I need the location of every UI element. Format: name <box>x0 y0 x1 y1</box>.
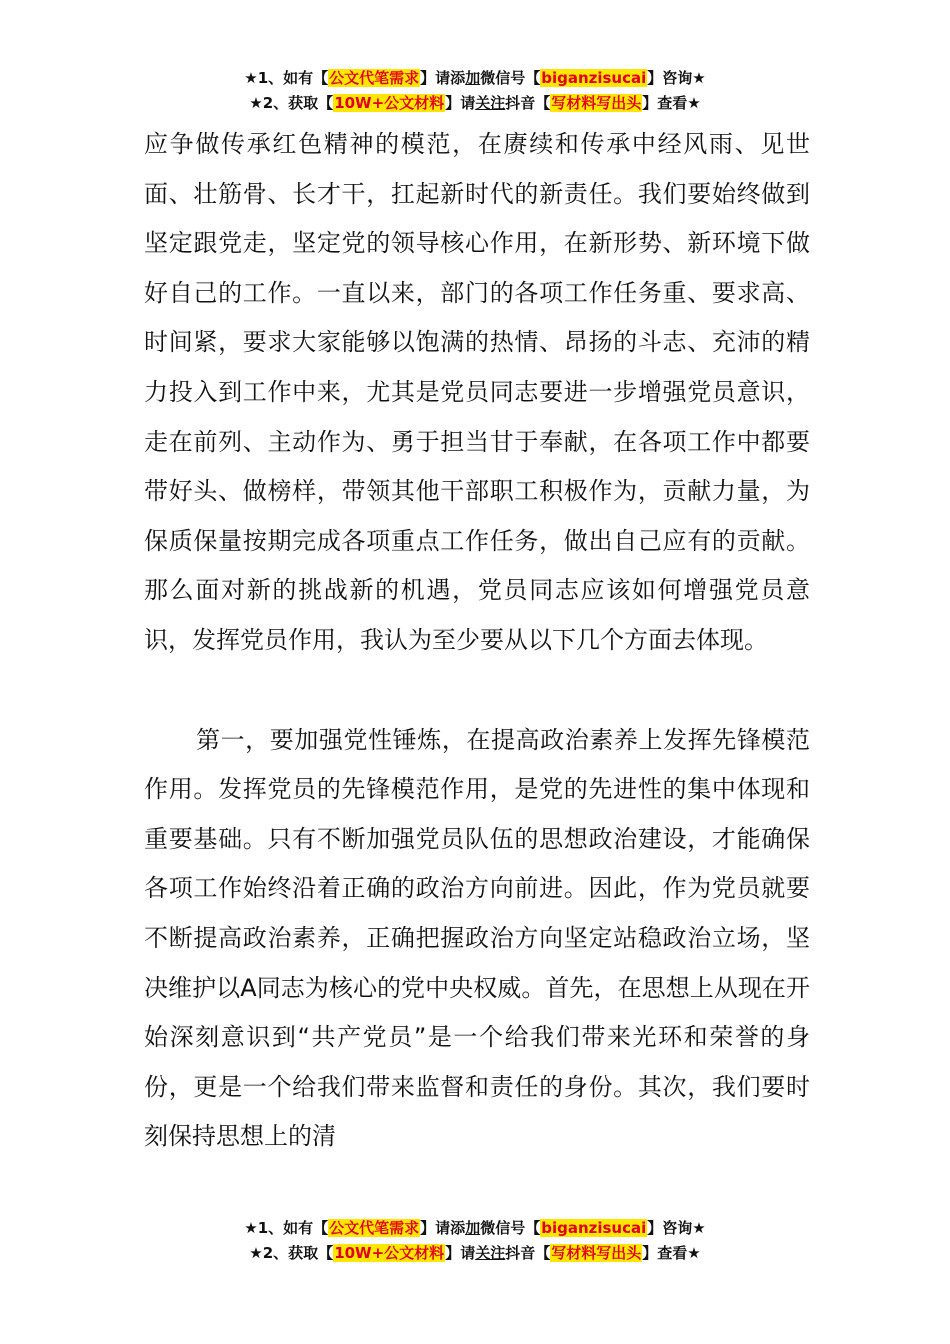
paragraph-spacer <box>144 666 810 716</box>
banner-line-2 <box>0 1241 950 1266</box>
banner-underlined-text: 关注 <box>475 94 506 112</box>
banner-text: 抖音【 <box>505 94 551 112</box>
body-paragraph-1: 应争做传承红色精神的模范，在赓续和传承中经风雨、见世面、壮筋骨、长才干，扛起新时代的新责任。我们要始终做到坚定跟党走，坚定党的领导核心作用，在新形势、新环境下做好自己的工作。一直以来，部门的各项工作任务重、要求高、时间紧，要求大家能够以饱满的热情、昂扬的斗志、充沛的精力投入到工作中来，尤其是党员同志要进一步增强党员意识，走在前列、主动作为、勇于担当甘于奉献，在各项工作中都要带好头、做榜样，带领其他干部职工积极作为，贡献力量，为保质保量按期完成各项重点工作任务，做出自己应有的贡献。那么面对新的挑战新的机遇，党员同志应该如何增强党员意识，发挥党员作用，我认为至少要从以下几个方面去体现。 <box>144 130 810 654</box>
banner-highlight: 10W+公文材料 <box>334 1244 445 1262</box>
banner-line-1 <box>0 1216 950 1241</box>
banner-text: 微信号【 <box>480 1219 541 1237</box>
banner-text: 】请添 <box>420 1219 466 1237</box>
banner-highlight: biganzisucai <box>541 69 647 87</box>
banner-highlight: 公文代笔需求 <box>329 1219 420 1237</box>
banner-text: ★2、获取【 <box>249 1244 334 1262</box>
banner-text: ★1、如有【 <box>244 1219 329 1237</box>
banner-text: 】查看★ <box>642 94 701 112</box>
footer-banner <box>0 1216 950 1266</box>
banner-text: 】请 <box>445 94 476 112</box>
banner-text: 】请 <box>445 1244 476 1262</box>
banner-text: 】请添 <box>420 69 466 87</box>
banner-line-1 <box>0 66 950 91</box>
header-banner <box>0 66 950 116</box>
banner-highlight: 公文代笔需求 <box>329 69 420 87</box>
banner-underlined-text: 关注 <box>475 1244 506 1262</box>
banner-highlight: 10W+公文材料 <box>334 94 445 112</box>
banner-highlight: 写材料写出头 <box>551 94 642 112</box>
banner-highlight: 写材料写出头 <box>551 1244 642 1262</box>
banner-underlined-text: 加 <box>465 69 481 87</box>
banner-highlight: biganzisucai <box>541 1219 647 1237</box>
body-paragraph-2: 第一，要加强党性锤炼，在提高政治素养上发挥先锋模范作用。发挥党员的先锋模范作用，是党的先进性的集中体现和重要基础。只有不断加强党员队伍的思想政治建设，才能确保各项工作始终沿着正确的政治方向前进。因此，作为党员就要不断提高政治素养，正确把握政治方向坚定站稳政治立场，坚决维护以A同志为核心的党中央权威。首先，在思想上从现在开始深刻意识到“共产党员”是一个给我们带来光环和荣誉的身份，更是一个给我们带来监督和责任的身份。其次，我们要时刻保持思想上的清 <box>144 725 810 1151</box>
banner-underlined-text: 加 <box>465 1219 481 1237</box>
banner-text: 】咨询★ <box>647 69 706 87</box>
banner-text: 抖音【 <box>505 1244 551 1262</box>
banner-text: ★2、获取【 <box>249 94 334 112</box>
banner-text: 微信号【 <box>480 69 541 87</box>
banner-text: 】咨询★ <box>647 1219 706 1237</box>
document-body <box>144 120 810 1162</box>
banner-line-2 <box>0 91 950 116</box>
banner-text: 】查看★ <box>642 1244 701 1262</box>
banner-text: ★1、如有【 <box>244 69 329 87</box>
